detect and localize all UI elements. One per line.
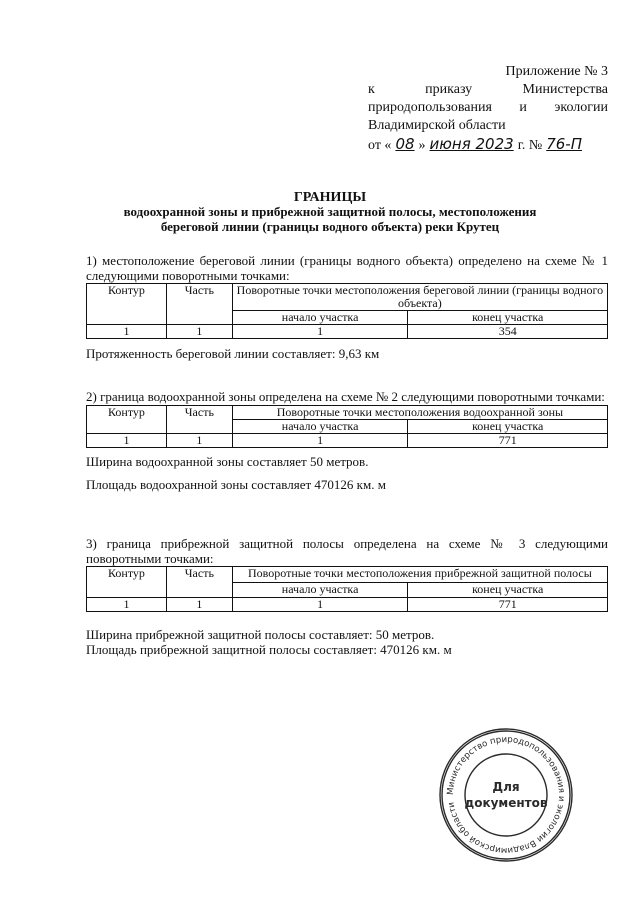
header-line-4: Владимирской области xyxy=(368,118,506,133)
col-part: Часть xyxy=(166,567,232,598)
water-zone-width-note: Ширина водоохранной зоны составляет 50 метров. xyxy=(86,454,369,469)
header-line-3: природопользования и экологии xyxy=(368,100,608,115)
section-1-text: 1) местоположение береговой линии (границы водного объекта) определено на схеме № 1 следующими поворотными точками: xyxy=(86,253,608,283)
col-part: Часть xyxy=(166,284,232,325)
appendix-header xyxy=(368,63,608,155)
stamp-outer-ring xyxy=(440,729,572,861)
col-start: начало участка xyxy=(232,311,408,325)
col-end: конец участка xyxy=(408,311,608,325)
stamp-inner-ring xyxy=(465,754,547,836)
official-stamp xyxy=(438,727,574,863)
header-line-2: к приказу Министерства xyxy=(368,82,608,97)
stamp-center-line-2: документов xyxy=(464,796,548,810)
col-contour: Контур xyxy=(87,567,167,598)
order-day: 08 xyxy=(395,135,415,153)
section-3-table xyxy=(86,566,608,612)
col-end: конец участка xyxy=(408,420,608,434)
stamp-outer-ring-inner xyxy=(442,731,570,859)
protective-strip-area-note: Площадь прибрежной защитной полосы составляет: 470126 км. м xyxy=(86,642,452,657)
stamp-ring-text: Министерство природопользования и экологии Владимирской области xyxy=(445,734,567,856)
order-number: 76-П xyxy=(546,135,582,153)
col-end: конец участка xyxy=(408,582,608,598)
col-points: Поворотные точки местоположения прибрежной защитной полосы xyxy=(232,567,607,583)
section-2-text: 2) граница водоохранной зоны определена на схеме № 2 следующими поворотными точками: xyxy=(86,389,605,404)
document-title: ГРАНИЦЫ xyxy=(293,190,367,205)
stamp-center-line-1: Для xyxy=(492,780,520,794)
order-date-line: от « 08 » июня 2023 г. № 76-П xyxy=(368,135,582,153)
table-row: 1 1 1 771 xyxy=(87,598,608,612)
col-points: Поворотные точки местоположения водоохранной зоны xyxy=(232,406,607,420)
appendix-number: Приложение № 3 xyxy=(505,64,608,79)
col-part: Часть xyxy=(166,406,232,434)
col-start: начало участка xyxy=(232,420,408,434)
section-1-table xyxy=(86,283,608,339)
water-zone-area-note: Площадь водоохранной зоны составляет 470126 км. м xyxy=(86,477,386,492)
shoreline-length-note: Протяженность береговой линии составляет: 9,63 км xyxy=(86,346,380,361)
order-month-year: июня 2023 xyxy=(429,135,514,153)
col-contour: Контур xyxy=(87,284,167,325)
col-points: Поворотные точки местоположения береговой линии (границы водного объекта) xyxy=(232,284,607,311)
document-subtitle: водоохранной зоны и прибрежной защитной полосы, местоположения береговой линии (границы водного объекта) реки Крутец xyxy=(123,204,537,234)
protective-strip-width-note: Ширина прибрежной защитной полосы составляет: 50 метров. xyxy=(86,627,435,642)
col-start: начало участка xyxy=(232,582,408,598)
section-3-text: 3) граница прибрежной защитной полосы определена на схеме № 3 следующими поворотными точками: xyxy=(86,536,608,566)
table-row: 1 1 1 771 xyxy=(87,434,608,448)
col-contour: Контур xyxy=(87,406,167,434)
section-2-table xyxy=(86,405,608,448)
table-row: 1 1 1 354 xyxy=(87,325,608,339)
